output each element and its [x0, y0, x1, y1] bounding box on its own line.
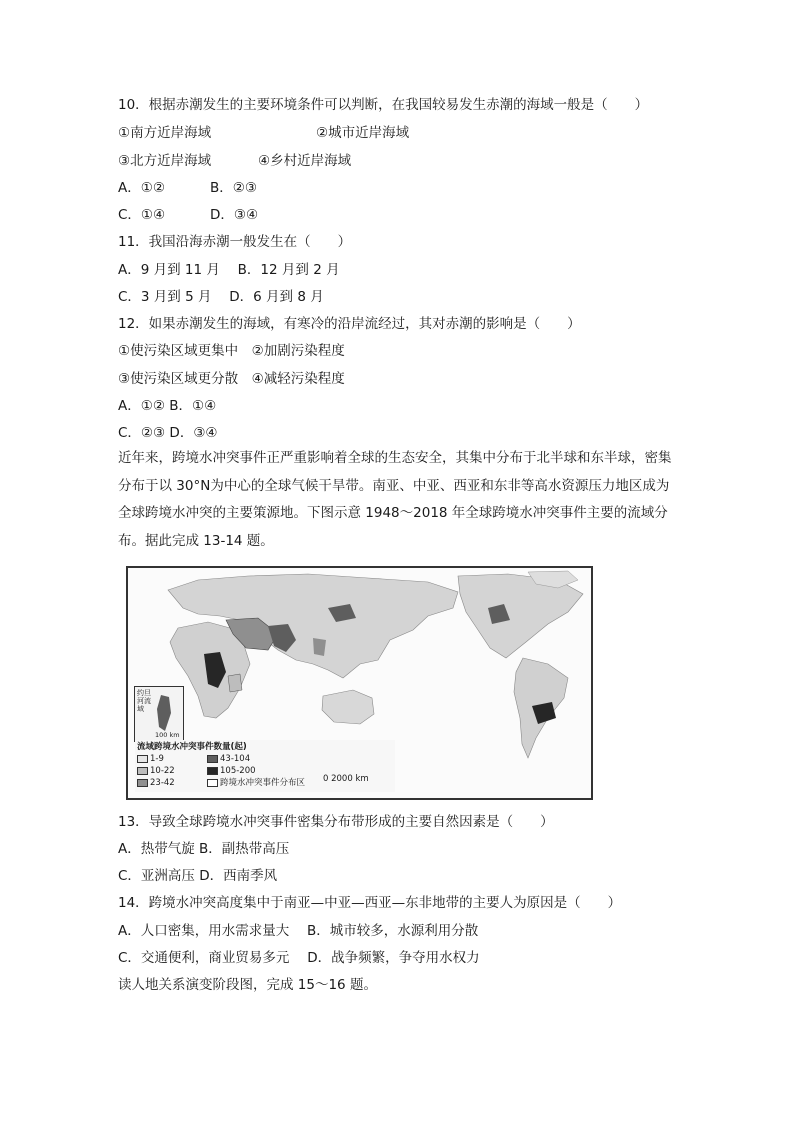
- jordan-inset-label: 约旦河流域: [137, 689, 151, 713]
- legend-swatch-1: [137, 755, 148, 763]
- legend-title: 流域跨境水冲突事件数量(起): [137, 742, 247, 752]
- q12-choices-ab: A．①② B．①④: [118, 398, 217, 414]
- legend-item-3: 23-42: [137, 778, 175, 789]
- closing-instruction: 读人地关系演变阶段图，完成 15～16 题。: [118, 977, 377, 993]
- q10-choice-d: D．③④: [210, 207, 259, 223]
- q10-choice-a: A．①②: [118, 180, 165, 196]
- q11-options-cd: C．3 月到 5 月 D．6 月到 8 月: [118, 289, 324, 305]
- intro-paragraph: 近年来，跨境水冲突事件正严重影响着全球的生态安全，其集中分布于北半球和东半球，密集分布于以 30°N为中心的全球气候干旱带。南亚、中亚、西亚和东非等高水资源压力地区成为全球跨境水冲突的主要策源地。下图示意 1948～2018 年全球跨境水冲突事件主要的流域分布。据此完成 13-14 题。: [118, 450, 672, 549]
- q13-options-cd: C．亚洲高压 D．西南季风: [118, 868, 278, 884]
- q14-options-cd: C．交通便利，商业贸易多元 D．战争频繁，争夺用水权力: [118, 950, 480, 966]
- q12-stem: 12．如果赤潮发生的海域，有寒冷的沿岸流经过，其对赤潮的影响是（ ）: [118, 316, 581, 332]
- legend-item-6: 跨境水冲突事件分布区: [207, 778, 305, 789]
- legend-swatch-4: [207, 755, 218, 763]
- legend-swatch-2: [137, 767, 148, 775]
- legend-swatch-6: [207, 779, 218, 787]
- jordan-inset-scale: 100 km: [155, 731, 180, 739]
- q14-stem: 14．跨境水冲突高度集中于南亚—中亚—西亚—东非地带的主要人为原因是（ ）: [118, 895, 622, 911]
- q10-opt3: ③北方近岸海域: [118, 153, 212, 169]
- q14-options-ab: A．人口密集，用水需求量大 B．城市较多，水源利用分散: [118, 923, 479, 939]
- q13-stem: 13．导致全球跨境水冲突事件密集分布带形成的主要自然因素是（ ）: [118, 814, 554, 830]
- legend-item-4: 43-104: [207, 754, 250, 765]
- q10-opt4: ④乡村近岸海域: [258, 153, 352, 169]
- conflict-zone-mekong: [313, 638, 326, 656]
- q10-choice-b: B．②③: [210, 180, 257, 196]
- q12-choices-cd: C．②③ D．③④: [118, 425, 218, 441]
- q10-opt1: ①南方近岸海域: [118, 125, 212, 141]
- q10-stem: 10．根据赤潮发生的主要环境条件可以判断，在我国较易发生赤潮的海域一般是（ ）: [118, 97, 649, 113]
- map-scale-bar: 0 2000 km: [323, 774, 369, 784]
- q10-choice-c: C．①④: [118, 207, 166, 223]
- world-map-figure: [126, 566, 593, 800]
- q11-options-ab: A．9 月到 11 月 B．12 月到 2 月: [118, 262, 340, 278]
- legend-item-5: 105-200: [207, 766, 256, 777]
- legend-item-2: 10-22: [137, 766, 175, 777]
- legend-swatch-5: [207, 767, 218, 775]
- q12-options-row1: ①使污染区域更集中 ②加剧污染程度: [118, 343, 345, 359]
- conflict-zone-east-africa: [228, 674, 242, 692]
- q10-opt2: ②城市近岸海域: [316, 125, 410, 141]
- q12-options-row2: ③使污染区域更分散 ④减轻污染程度: [118, 371, 345, 387]
- q11-stem: 11．我国沿海赤潮一般发生在（ ）: [118, 234, 352, 250]
- map-legend: [135, 740, 395, 792]
- q13-options-ab: A．热带气旋 B．副热带高压: [118, 841, 290, 857]
- legend-swatch-3: [137, 779, 148, 787]
- legend-item-1: 1-9: [137, 754, 164, 765]
- jordan-inset: [134, 686, 184, 742]
